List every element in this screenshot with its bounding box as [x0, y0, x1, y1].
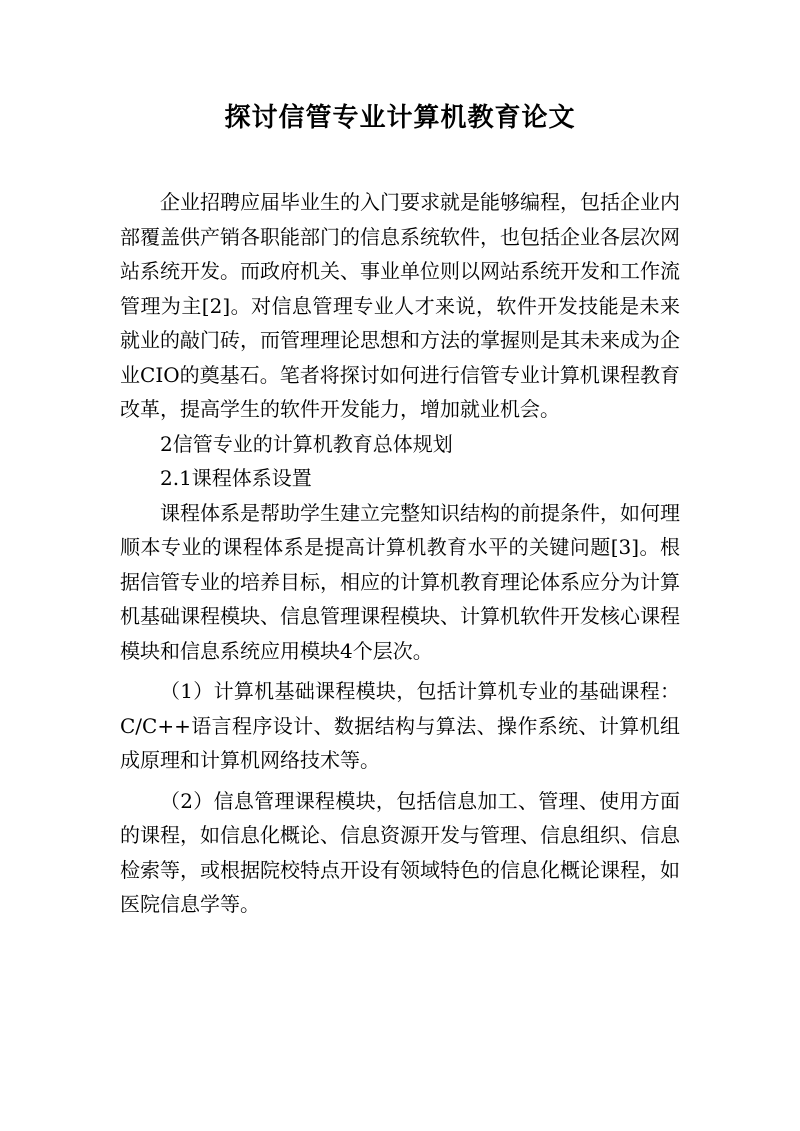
section-heading-2: 2信管专业的计算机教育总体规划 — [160, 431, 453, 456]
paragraph-item-2: （2）信息管理课程模块，包括信息加工、管理、使用方面的课程，如信息化概论、信息资源开发与管理、信息组织、信息检索等，或根据院校特点开设有领域特色的信息化概论课程，如医院信息学等。 — [120, 788, 680, 916]
document-body — [120, 185, 680, 922]
section-heading-2-1: 2.1课程体系设置 — [160, 466, 312, 490]
paragraph-item-1: （1）计算机基础课程模块，包括计算机专业的基础课程：C/C++语言程序设计、数据结构与算法、操作系统、计算机组成原理和计算机网络技术等。 — [120, 679, 680, 772]
paragraph-intro: 企业招聘应届毕业生的入门要求就是能够编程，包括企业内部覆盖供产销各职能部门的信息系统软件，也包括企业各层次网站系统开发。而政府机关、事业单位则以网站系统开发和工作流管理为主[2]。对信息管理专业人才来说，软件开发技能是未来就业的敲门砖，而管理理论思想和方法的掌握则是其未来成为企业CIO的奠基石。笔者将探讨如何进行信管专业计算机课程教育改革，提高学生的软件开发能力，增加就业机会。 — [120, 190, 680, 421]
paragraph-curriculum: 课程体系是帮助学生建立完整知识结构的前提条件，如何理顺本专业的课程体系是提高计算机教育水平的关键问题[3]。根据信管专业的培养目标，相应的计算机教育理论体系应分为计算机基础课程模块、信息管理课程模块、计算机软件开发核心课程模块和信息系统应用模块4个层次。 — [120, 500, 680, 663]
document-title: 探讨信管专业计算机教育论文 — [224, 103, 576, 133]
